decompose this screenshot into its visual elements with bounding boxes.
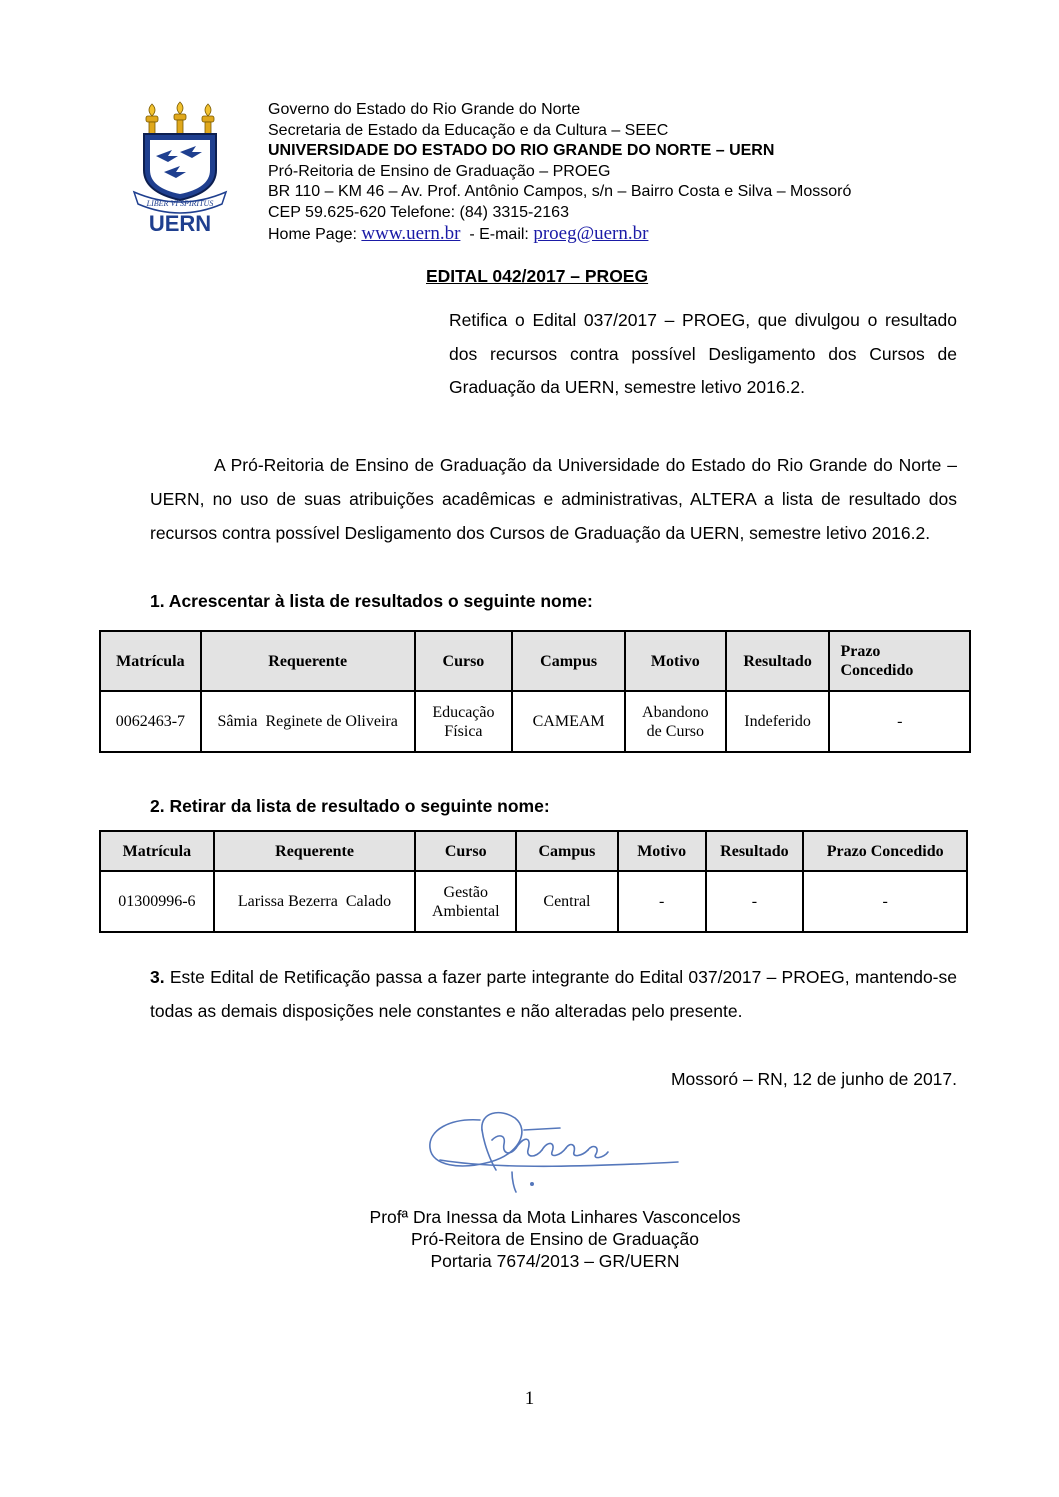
header-campus: Campus bbox=[516, 831, 618, 871]
header-motivo: Motivo bbox=[618, 831, 706, 871]
item-3-paragraph bbox=[150, 960, 957, 1028]
header-line-contact bbox=[268, 224, 851, 246]
table-remove-student bbox=[99, 830, 968, 933]
header-line-proreitoria: Pró-Reitoria de Ensino de Graduação – PROEG bbox=[268, 162, 611, 180]
cell-motivo-line2: de Curso bbox=[646, 722, 704, 740]
svg-text:UERN: UERN bbox=[148, 211, 212, 235]
cell-motivo bbox=[625, 691, 726, 752]
header-campus: Campus bbox=[512, 631, 625, 691]
signatory-role: Pró-Reitora de Ensino de Graduação bbox=[411, 1229, 699, 1249]
homepage-link[interactable]: www.uern.br bbox=[361, 222, 461, 244]
header-prazo-line2: Concedido bbox=[840, 662, 914, 679]
document-date: Mossoró – RN, 12 de junho de 2017. bbox=[670, 1069, 957, 1089]
cell-requerente: Larissa Bezerra Calado bbox=[214, 871, 416, 932]
handwritten-signature bbox=[420, 1100, 690, 1195]
page-number: 1 bbox=[524, 1388, 535, 1409]
cell-curso bbox=[415, 871, 516, 932]
table-add-student bbox=[99, 630, 971, 753]
header-prazo-concedido bbox=[829, 631, 970, 691]
header-resultado: Resultado bbox=[726, 631, 830, 691]
cell-curso-line2: Física bbox=[444, 722, 483, 740]
header-motivo: Motivo bbox=[625, 631, 726, 691]
table-row bbox=[100, 691, 970, 752]
cell-resultado: Indeferido bbox=[726, 691, 830, 752]
uern-logo bbox=[130, 100, 230, 235]
signatory-portaria: Portaria 7674/2013 – GR/UERN bbox=[430, 1251, 680, 1271]
cell-resultado: - bbox=[706, 871, 804, 932]
cell-motivo-line1: Abandono bbox=[642, 703, 709, 721]
header-curso: Curso bbox=[415, 631, 513, 691]
homepage-label: Home Page: bbox=[268, 225, 362, 243]
institution-header bbox=[268, 100, 851, 245]
svg-text:LIBER VI SPIRITUS: LIBER VI SPIRITUS bbox=[146, 199, 214, 208]
document-summary: Retifica o Edital 037/2017 – PROEG, que divulgou o resultado dos recursos contra possível Desligamento dos Cursos de Graduação da UERN, semestre letivo 2016.2. bbox=[449, 310, 957, 397]
cell-requerente: Sâmia Reginete de Oliveira bbox=[201, 691, 415, 752]
header-line-cep-phone: CEP 59.625-620 Telefone: (84) 3315-2163 bbox=[268, 203, 569, 221]
header-requerente: Requerente bbox=[201, 631, 415, 691]
header-prazo-line1: Prazo bbox=[840, 643, 881, 660]
cell-campus: Central bbox=[516, 871, 618, 932]
header-matricula: Matrícula bbox=[100, 631, 201, 691]
item-3-number: 3. bbox=[150, 967, 165, 987]
header-line-government: Governo do Estado do Rio Grande do Norte bbox=[268, 101, 581, 118]
table-header-row bbox=[100, 631, 970, 691]
header-line-university: UNIVERSIDADE DO ESTADO DO RIO GRANDE DO NORTE – UERN bbox=[268, 142, 775, 160]
signatory-name: Profª Dra Inessa da Mota Linhares Vasconcelos bbox=[369, 1207, 741, 1227]
section-2-title: 2. Retirar da lista de resultado o seguinte nome: bbox=[150, 796, 550, 816]
cell-matricula: 0062463-7 bbox=[100, 691, 201, 752]
header-line-secretariat: Secretaria de Estado da Educação e da Cultura – SEEC bbox=[268, 121, 669, 139]
cell-curso bbox=[415, 691, 513, 752]
header-prazo-concedido: Prazo Concedido bbox=[803, 831, 967, 871]
header-curso: Curso bbox=[415, 831, 516, 871]
email-link[interactable]: proeg@uern.br bbox=[533, 222, 649, 244]
cell-campus: CAMEAM bbox=[512, 691, 625, 752]
table-header-row bbox=[100, 831, 967, 871]
email-label: - E-mail: bbox=[460, 225, 534, 243]
cell-motivo: - bbox=[618, 871, 706, 932]
cell-curso-line2: Ambiental bbox=[431, 902, 500, 920]
cell-matricula: 01300996-6 bbox=[100, 871, 214, 932]
header-requerente: Requerente bbox=[214, 831, 416, 871]
intro-paragraph: A Pró-Reitoria de Ensino de Graduação da Universidade do Estado do Rio Grande do Norte – UERN, no uso de suas atribuições acadêmicas e administrativas, ALTERA a lista de resultado dos recursos contra possível Desligamento dos Cursos de Graduação da UERN, semestre letivo 2016.2. bbox=[150, 455, 957, 543]
item-3-text: Este Edital de Retificação passa a fazer parte integrante do Edital 037/2017 – PROEG, mantendo-se todas as demais disposições nele constantes e não alteradas pelo presente. bbox=[150, 967, 957, 1021]
cell-curso-line1: Educação bbox=[432, 703, 495, 721]
cell-curso-line1: Gestão bbox=[443, 883, 488, 901]
header-line-address: BR 110 – KM 46 – Av. Prof. Antônio Campos, s/n – Bairro Costa e Silva – Mossoró bbox=[268, 183, 852, 201]
section-1-title: 1. Acrescentar à lista de resultados o seguinte nome: bbox=[150, 591, 593, 611]
cell-prazo: - bbox=[803, 871, 967, 932]
header-resultado: Resultado bbox=[706, 831, 804, 871]
torch-icon bbox=[146, 102, 214, 134]
header-matricula: Matrícula bbox=[100, 831, 214, 871]
document-title: EDITAL 042/2017 – PROEG bbox=[426, 266, 649, 286]
cell-prazo: - bbox=[829, 691, 970, 752]
table-row bbox=[100, 871, 967, 932]
signatory-block bbox=[250, 1206, 860, 1272]
